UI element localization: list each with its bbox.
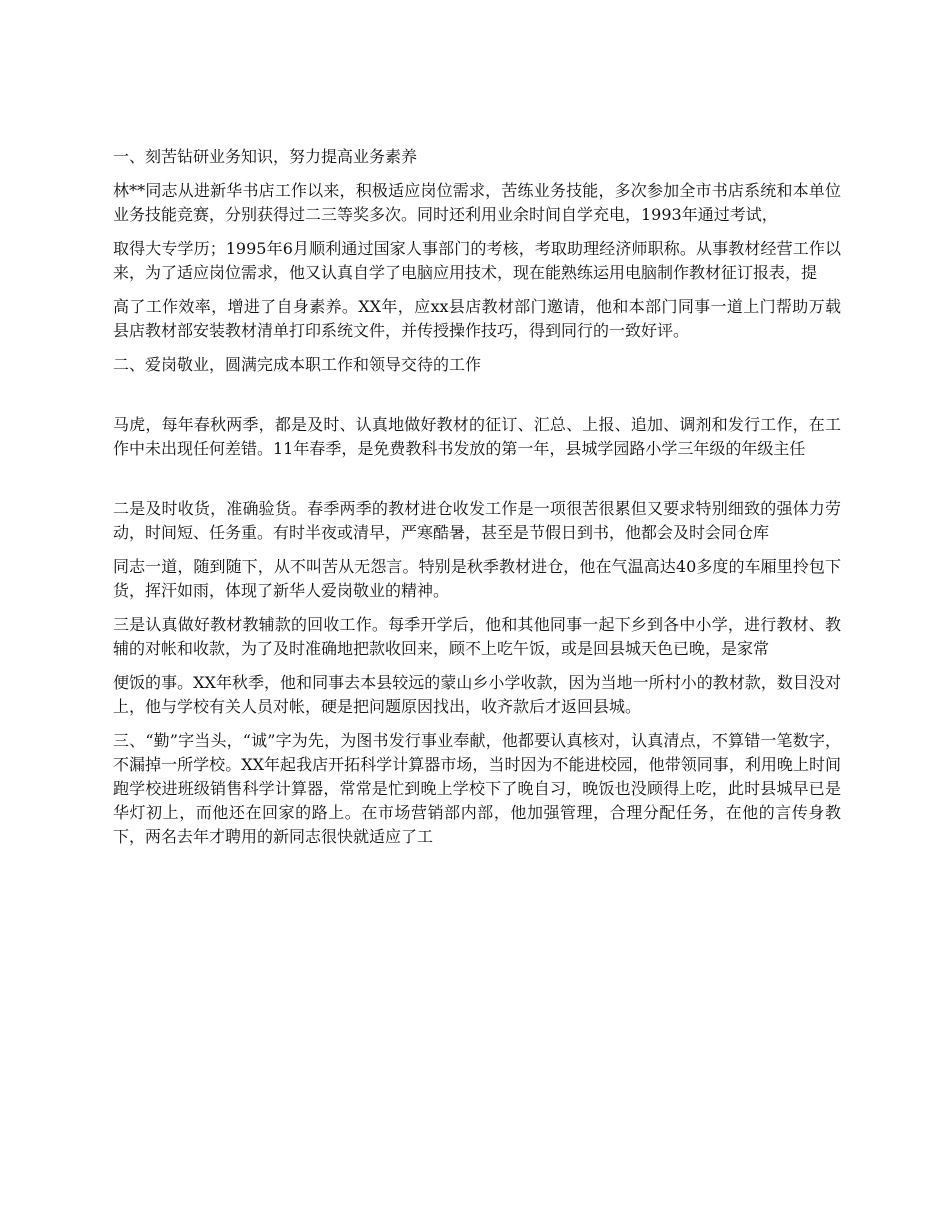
paragraph: 三是认真做好教材教辅款的回收工作。每季开学后，他和其他同事一起下乡到各中小学，进行教材、教辅的对帐和收款，为了及时准确地把款收回来，顾不上吃午饭，或是回县城天色已晚，是家常	[113, 615, 841, 658]
section-heading-2: 二、爱岗敬业，圆满完成本职工作和领导交待的工作	[113, 355, 482, 374]
paragraph: 取得大专学历；1995年6月顺利通过国家人事部门的考核，考取助理经济师职称。从事教材经营工作以来，为了适应岗位需求，他又认真自学了电脑应用技术，现在能熟练运用电脑制作教材征订报表，提	[113, 239, 841, 282]
paragraph: 林**同志从进新华书店工作以来，积极适应岗位需求，苦练业务技能，多次参加全市书店系统和本单位业务技能竞赛，分别获得过二三等奖多次。同时还利用业余时间自学充电，1993年通过考试，	[113, 181, 841, 224]
section-heading-3-paragraph: 三、“勤”字当头，“诚”字为先，为图书发行事业奉献，他都要认真核对，认真清点，不算错一笔数字，不漏掉一所学校。XX年起我店开拓科学计算器市场，当时因为不能进校园，他带领同事，利用晚上时间跑学校进班级销售科学计算器，常常是忙到晚上学校下了晚自习，晚饭也没顾得上吃，此时县城早已是华灯初上，而他还在回家的路上。在市场营销部内部，他加强管理，合理分配任务，在他的言传身教下，两名去年才聘用的新同志很快就适应了工	[113, 731, 841, 846]
document-body	[113, 145, 841, 859]
section-heading-1: 一、刻苦钻研业务知识，努力提高业务素养	[113, 147, 418, 166]
paragraph: 同志一道，随到随下，从不叫苦从无怨言。特别是秋季教材进仓，他在气温高达40多度的车厢里拎包下货，挥汗如雨，体现了新华人爱岗敬业的精神。	[113, 557, 841, 600]
paragraph: 高了工作效率，增进了自身素养。XX年，应xx县店教材部门邀请，他和本部门同事一道上门帮助万载县店教材部安装教材清单打印系统文件，并传授操作技巧，得到同行的一致好评。	[113, 297, 841, 340]
paragraph: 马虎，每年春秋两季，都是及时、认真地做好教材的征订、汇总、上报、追加、调剂和发行工作，在工作中未出现任何差错。11年春季，是免费教科书发放的第一年，县城学园路小学三年级的年级主任	[113, 415, 841, 458]
paragraph: 便饭的事。XX年秋季，他和同事去本县较远的蒙山乡小学收款，因为当地一所村小的教材款，数目没对上，他与学校有关人员对帐，硬是把问题原因找出，收齐款后才返回县城。	[113, 673, 841, 716]
paragraph: 二是及时收货，准确验货。春季两季的教材进仓收发工作是一项很苦很累但又要求特别细致的强体力劳动，时间短、任务重。有时半夜或清早，严寒酷暑，甚至是节假日到书，他都会及时会同仓库	[113, 499, 841, 542]
